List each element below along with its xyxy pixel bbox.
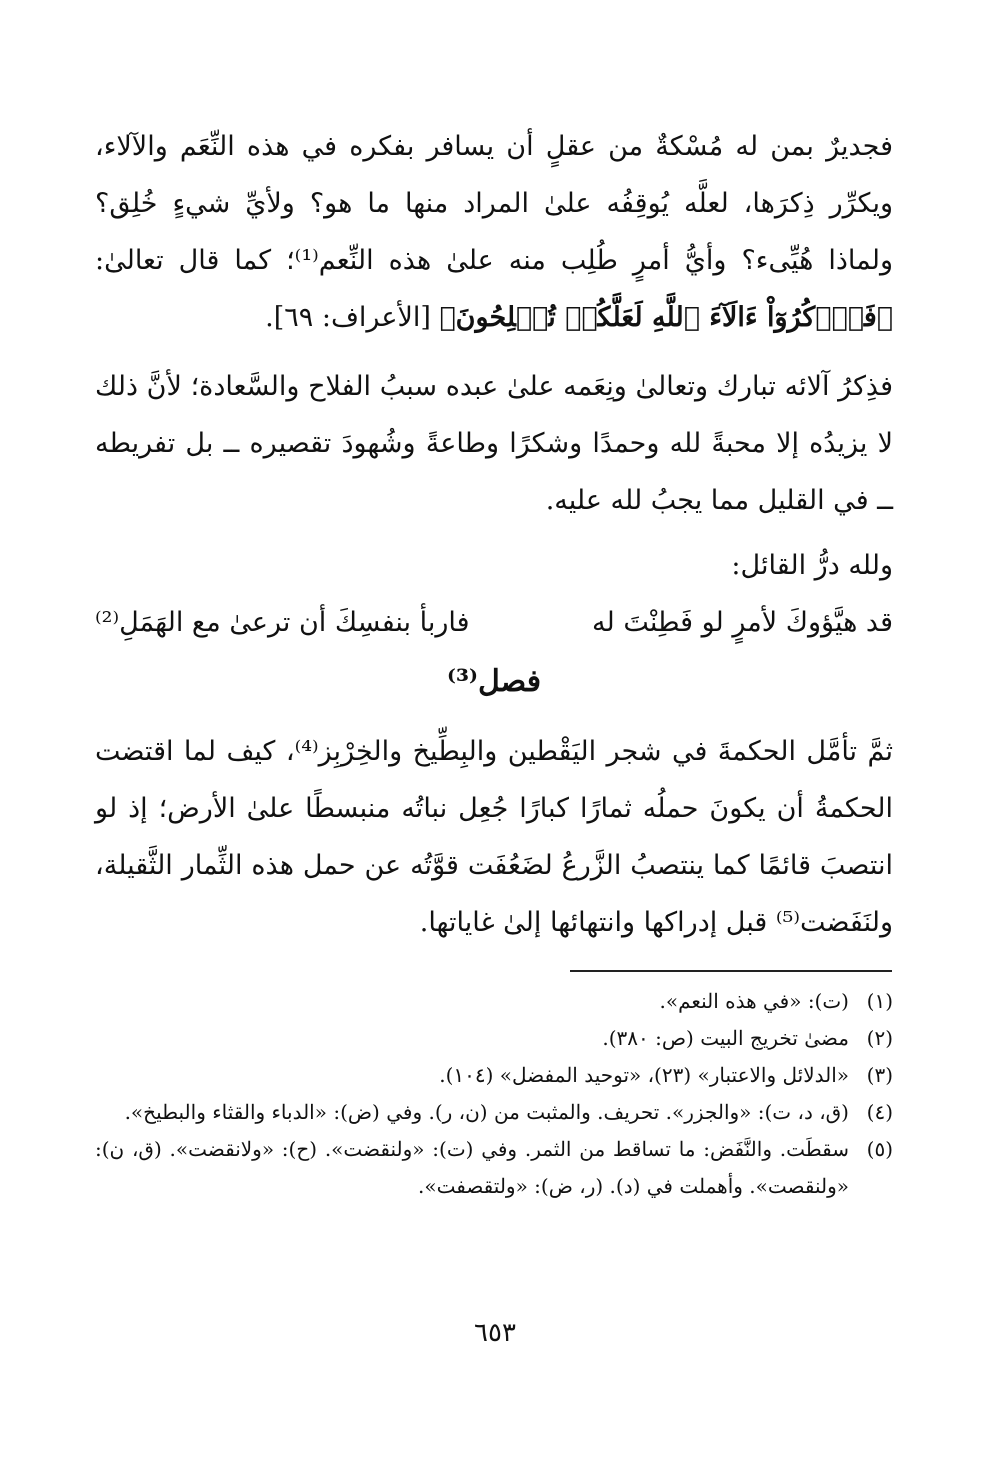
footnote-number: (٢) (866, 1026, 893, 1050)
poem-intro: ولله درُّ القائل: (731, 550, 893, 581)
paragraph-1 (95, 118, 893, 346)
paragraph-1-text: فجديرٌ بمن له مُسْكةٌ من عقلٍ أن يسافر بفكره في هذه النِّعَم والآلاء، ويكرِّر ذِكرَها، لعلَّه يُوقِفُه علىٰ المراد منها ما هو؟ ولأيِّ شيءٍ خُلِق؟ ولماذا هُيِّىء؟ وأيُّ أمرٍ طُلِب منه علىٰ هذه النِّعم⁽¹⁾؛ كما قال تعالىٰ: (95, 131, 894, 276)
footnote-2 (95, 1020, 893, 1057)
footnote-3 (95, 1057, 893, 1094)
footnotes (95, 983, 893, 1205)
footnote-text: «الدلائل والاعتبار» (٢٣)، «توحيد المفضل» (١٠٤). (439, 1063, 849, 1087)
footnote-text: مضىٰ تخريج البيت (ص: ٣٨٠). (602, 1026, 849, 1050)
poem-verse (95, 597, 893, 649)
verse-first-hemistich: قد هيَّؤوكَ لأمرٍ لو فَطِنْتَ له (592, 607, 893, 638)
paragraph-2: فذِكرُ آلائه تبارك وتعالىٰ ونِعَمه علىٰ عبده سببُ الفلاح والسَّعادة؛ لأنَّ ذلك لا يزيدُه إلا محبةً لله وحمدًا وشكرًا وطاعةً وشُهودَ تقصيره ــ بل تفريطه ــ في القليل مما يجبُ لله عليه. (95, 371, 893, 516)
verse-second-hemistich: فاربأ بنفسِكَ أن ترعىٰ مع الهَمَلِ⁽²⁾ (95, 607, 470, 638)
footnote-text: (ق، د، ت): «والجزر». تحريف. والمثبت من (ن، ر). وفي (ض): «الدباء والقثاء والبطيخ». (124, 1100, 849, 1124)
section-heading: فصل⁽³⁾ (446, 664, 542, 699)
footnote-separator (570, 970, 892, 972)
main-text (95, 118, 893, 963)
quran-verse: ﴿فَٱذۡكُرُوٓاْ ءَالَآءَ ٱللَّهِ لَعَلَّكُمۡ تُفۡلِحُونَ﴾ (439, 302, 893, 333)
paragraph-3: ثمَّ تأمَّل الحكمةَ في شجر اليَقْطين والبِطِّيخ والخِرْبِز⁽⁴⁾، كيف لما اقتضت الحكمةُ أن يكونَ حملُه ثمارًا كبارًا جُعِل نباتُه منبسطًا علىٰ الأرض؛ إذ لو انتصبَ قائمًا كما ينتصبُ الزَّرعُ لضَعُفَت قوَّتُه عن حمل هذه الثِّمار الثَّقيلة، ولنَفَضت⁽⁵⁾ قبل إدراكها وانتهائها إلىٰ غاياتها. (95, 736, 893, 938)
footnote-1 (95, 983, 893, 1020)
footnote-number: (٤) (866, 1100, 893, 1124)
footnote-4 (95, 1094, 893, 1131)
footnote-5 (95, 1131, 893, 1205)
quran-reference: [الأعراف: ٦٩]. (265, 302, 431, 333)
footnote-number: (٥) (866, 1137, 893, 1161)
footnote-text: سقطَت. والنَّفَض: ما تساقط من الثمر. وفي (ت): «ولنقضت». (ح): «ولانقضت». (ق، ن): «ولنقصت». وأهملت في (د). (ر، ض): «ولتقصفت». (95, 1137, 849, 1198)
footnote-number: (٣) (866, 1063, 893, 1087)
footnote-text: (ت): «في هذه النعم». (659, 989, 849, 1013)
page-number: ٦٥٣ (474, 1318, 516, 1348)
footnote-number: (١) (866, 989, 893, 1013)
